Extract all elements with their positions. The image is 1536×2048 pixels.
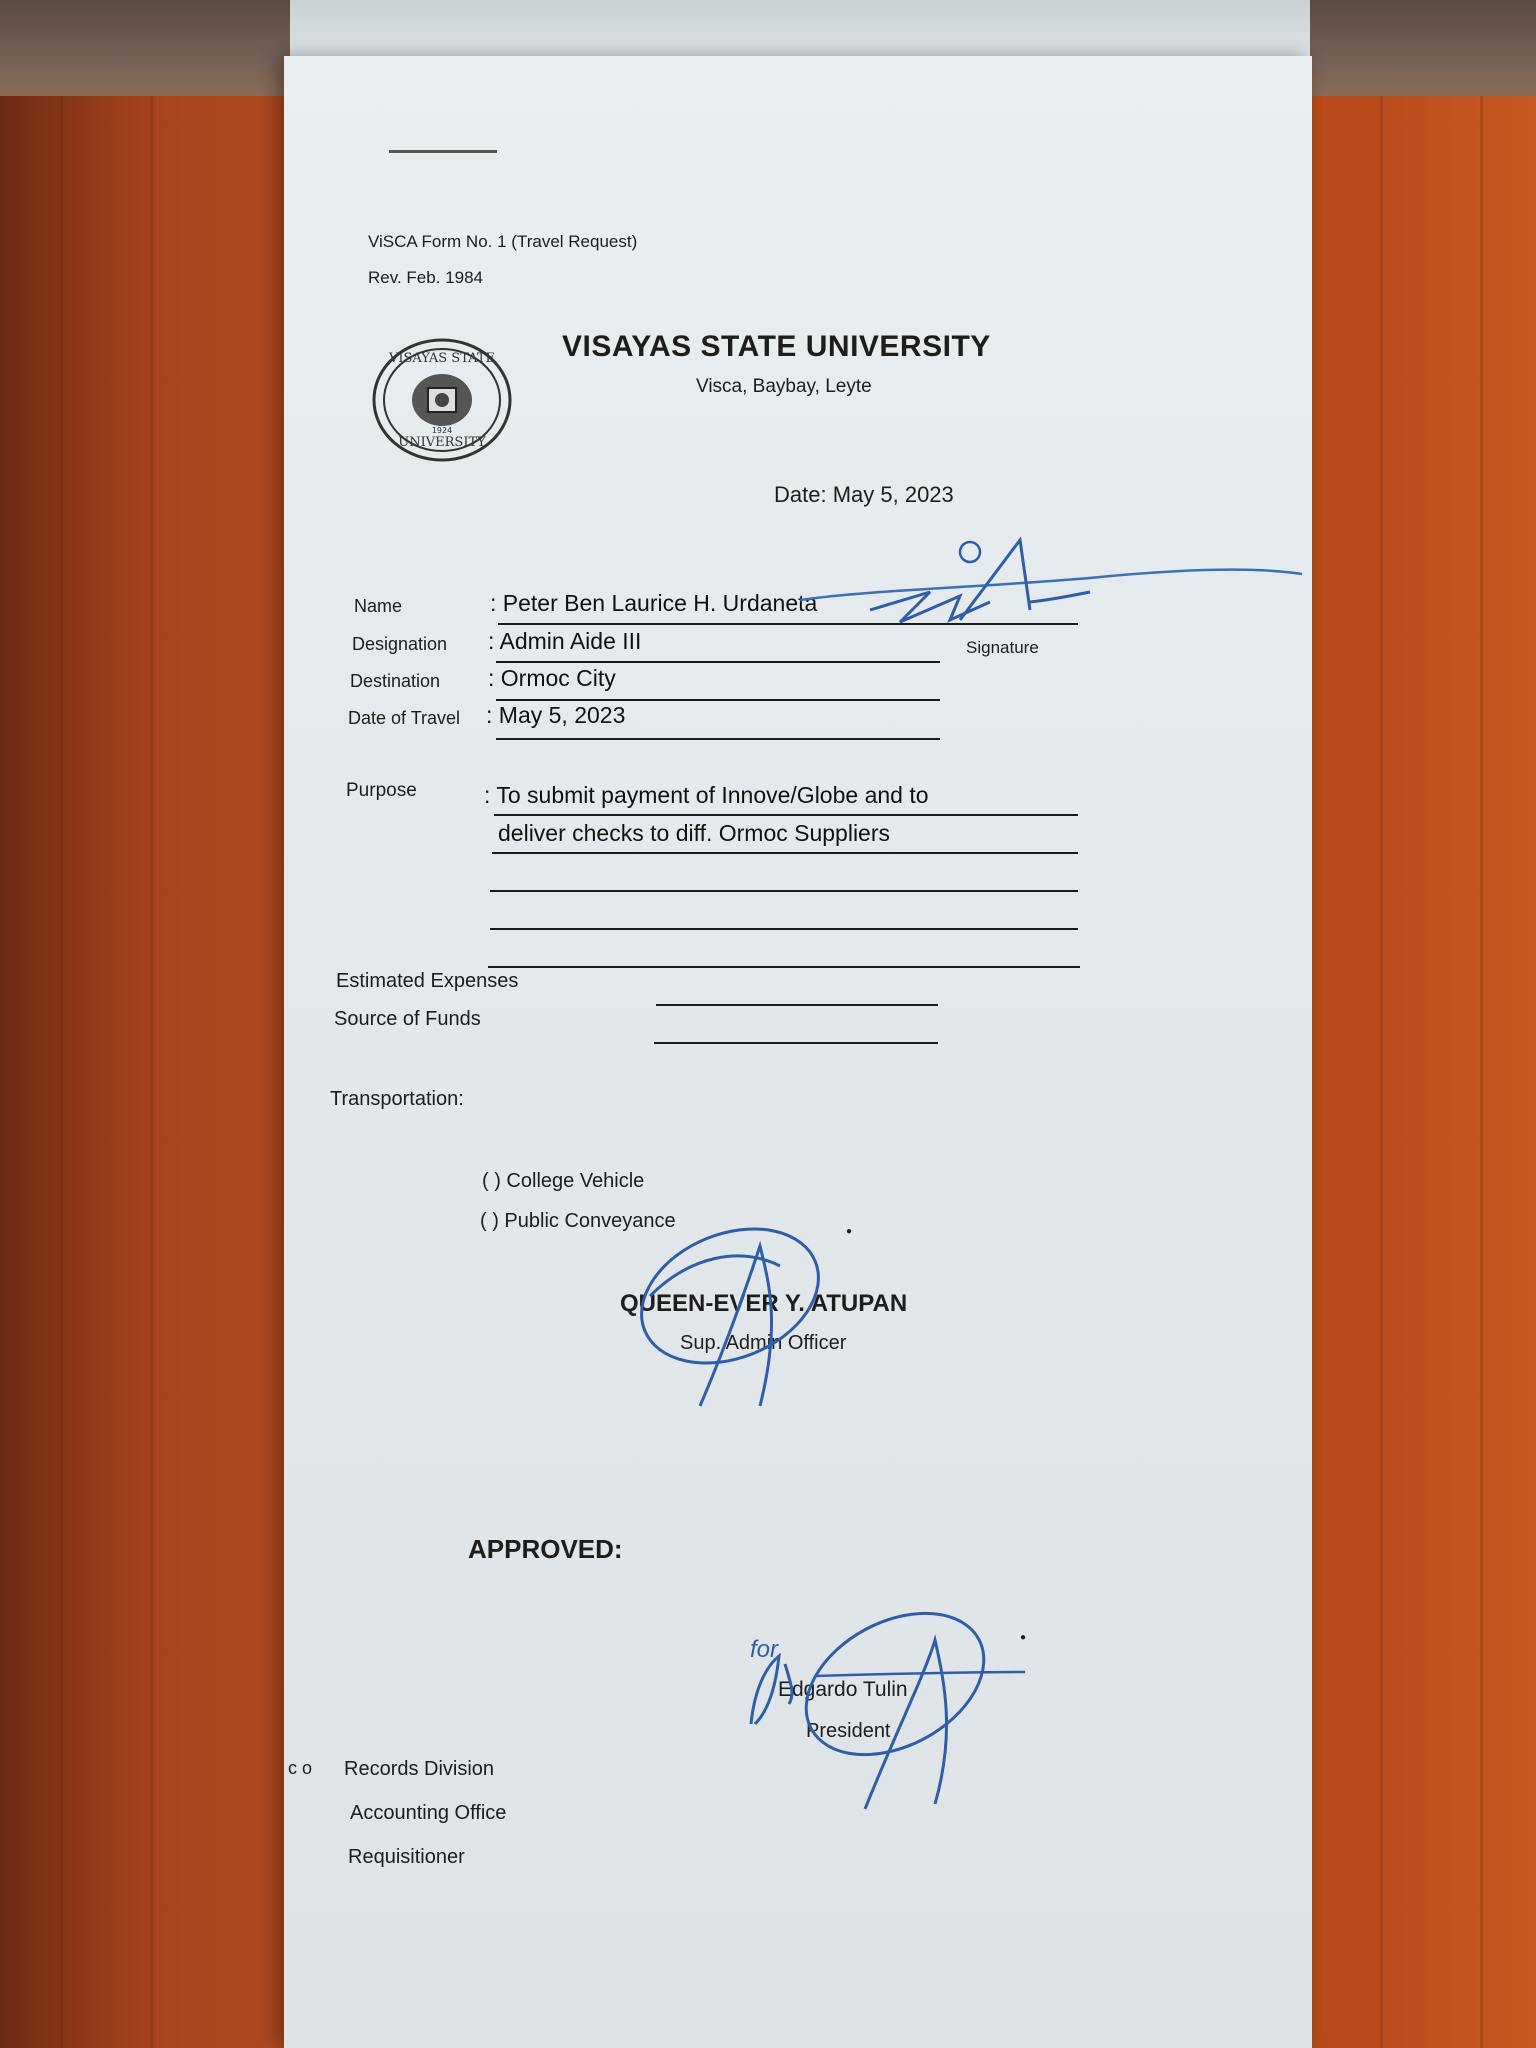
form-revision: Rev. Feb. 1984 <box>368 268 483 287</box>
requester-signature <box>790 530 1310 640</box>
public-conveyance-option: ( ) Public Conveyance <box>480 1210 676 1232</box>
ink-dot: ● <box>846 1226 853 1237</box>
destination-value: : Ormoc City <box>488 665 616 691</box>
approver-title: President <box>806 1720 891 1742</box>
copy-item: Records Division <box>344 1758 495 1780</box>
ink-dot: ● <box>1020 1632 1027 1643</box>
transportation-label: Transportation: <box>330 1088 464 1110</box>
wood-grain <box>1480 96 1483 2048</box>
purpose-underline-2 <box>492 852 1078 854</box>
destination-underline <box>496 699 940 701</box>
estimated-expenses-label: Estimated Expenses <box>336 970 519 992</box>
estimated-expenses-underline <box>656 1004 938 1006</box>
purpose-underline-5 <box>488 966 1080 968</box>
designation-underline <box>496 661 940 663</box>
university-seal-logo <box>372 338 512 462</box>
top-mark <box>389 150 497 153</box>
source-of-funds-underline <box>654 1042 938 1044</box>
paper-top-edge <box>290 0 1310 60</box>
designation-label: Designation <box>352 634 448 654</box>
purpose-underline-4 <box>490 928 1078 930</box>
name-value: : Peter Ben Laurice H. Urdaneta <box>490 590 818 616</box>
purpose-label: Purpose <box>346 780 417 801</box>
copy-item: Requisitioner <box>348 1846 465 1868</box>
approved-label: APPROVED: <box>468 1534 623 1564</box>
name-label: Name <box>354 596 403 616</box>
purpose-line-2: deliver checks to diff. Ormoc Suppliers <box>498 820 891 846</box>
wood-grain <box>150 96 153 2048</box>
recommending-officer-name: QUEEN-EVER Y. ATUPAN <box>620 1290 908 1317</box>
copy-item: Accounting Office <box>350 1802 507 1824</box>
purpose-underline-1 <box>494 814 1078 816</box>
wood-grain <box>1380 96 1383 2048</box>
seal-top-text: VISAYAS STATE <box>389 351 495 366</box>
copy-furnished-label: c o <box>288 1758 313 1778</box>
college-vehicle-option: ( ) College Vehicle <box>482 1170 645 1192</box>
date-of-travel-value: : May 5, 2023 <box>486 702 626 728</box>
form-number: ViSCA Form No. 1 (Travel Request) <box>368 232 638 251</box>
approver-signature <box>745 1604 1035 1814</box>
seal-bottom-text: UNIVERSITY <box>398 435 486 450</box>
signature-label: Signature <box>966 638 1039 657</box>
date-of-travel-underline <box>496 738 940 740</box>
university-address: Visca, Baybay, Leyte <box>696 376 872 397</box>
date-of-travel-label: Date of Travel <box>348 708 461 728</box>
recommending-signature <box>630 1216 853 1416</box>
form-date: Date: May 5, 2023 <box>774 482 954 507</box>
recommending-officer-title: Sup. Admin Officer <box>680 1332 847 1354</box>
designation-value: : Admin Aide III <box>488 628 642 654</box>
university-name: VISAYAS STATE UNIVERSITY <box>562 330 991 363</box>
purpose-line-1: : To submit payment of Innove/Globe and to <box>484 782 929 808</box>
destination-label: Destination <box>350 671 441 691</box>
seal-year: 1924 <box>431 426 453 435</box>
wood-grain <box>60 96 63 2048</box>
source-of-funds-label: Source of Funds <box>334 1008 481 1030</box>
for-prefix: for <box>750 1636 779 1663</box>
purpose-underline-3 <box>490 890 1078 892</box>
approver-name: Edgardo Tulin <box>778 1678 908 1701</box>
